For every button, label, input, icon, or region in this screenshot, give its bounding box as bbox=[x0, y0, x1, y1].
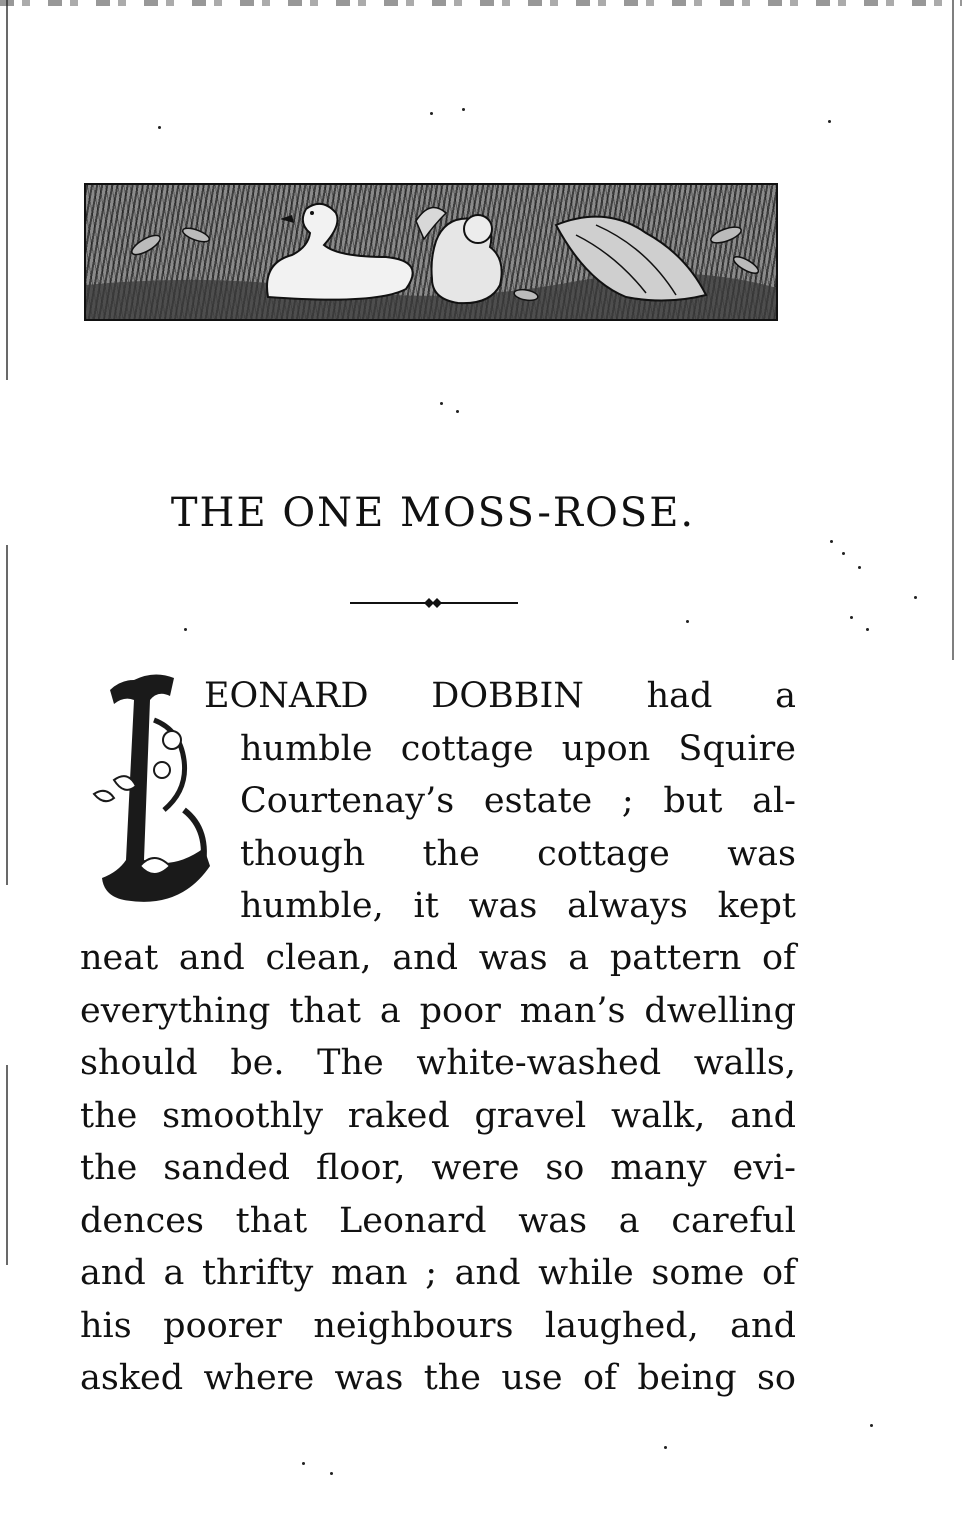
text-line: neat and clean, and was a pattern of bbox=[80, 938, 796, 978]
scan-speck bbox=[462, 108, 465, 111]
scan-speck bbox=[430, 112, 433, 115]
scan-speck bbox=[330, 1472, 333, 1475]
scan-edge-left bbox=[6, 1065, 8, 1265]
text-line: humble cottage upon Squire bbox=[240, 729, 796, 769]
scan-speck bbox=[664, 1446, 667, 1449]
text-line: humble, it was always kept bbox=[240, 886, 796, 926]
text-line: Courtenay’s estate ; but al- bbox=[240, 781, 796, 821]
scan-edge-top bbox=[0, 0, 962, 6]
scan-speck bbox=[866, 628, 869, 631]
text-line: and a thrifty man ; and while some of bbox=[80, 1253, 796, 1293]
text-line: everything that a poor man’s dwelling bbox=[80, 991, 796, 1031]
scan-speck bbox=[850, 616, 853, 619]
ornamental-drop-cap bbox=[84, 660, 216, 930]
scan-speck bbox=[830, 540, 833, 543]
text-line: the sanded floor, were so many evi- bbox=[80, 1148, 796, 1188]
scan-edge-right bbox=[952, 0, 954, 660]
scan-speck bbox=[158, 126, 161, 129]
text-line: dences that Leonard was a careful bbox=[80, 1201, 796, 1241]
scan-speck bbox=[184, 628, 187, 631]
text-line: EONARD DOBBIN had a bbox=[204, 676, 796, 716]
text-line: though the cottage was bbox=[240, 834, 796, 874]
scan-edge-left bbox=[6, 0, 8, 380]
chapter-title: THE ONE MOSS-ROSE. bbox=[170, 490, 696, 536]
scan-speck bbox=[302, 1462, 305, 1465]
headpiece-engraving bbox=[84, 183, 778, 321]
scan-speck bbox=[870, 1424, 873, 1427]
scan-speck bbox=[858, 566, 861, 569]
scan-edge-left bbox=[6, 545, 8, 885]
scan-speck bbox=[914, 596, 917, 599]
rule-ornament-icon bbox=[424, 597, 442, 609]
text-line: asked where was the use of being so bbox=[80, 1358, 796, 1398]
scan-speck bbox=[828, 120, 831, 123]
text-line: should be. The white-washed walls, bbox=[80, 1043, 796, 1083]
scan-speck bbox=[456, 410, 459, 413]
scan-speck bbox=[686, 620, 689, 623]
text-line: his poorer neighbours laughed, and bbox=[80, 1306, 796, 1346]
text-line: the smoothly raked gravel walk, and bbox=[80, 1096, 796, 1136]
engraving-illustration bbox=[86, 185, 778, 321]
scan-speck bbox=[842, 552, 845, 555]
scan-speck bbox=[440, 402, 443, 405]
